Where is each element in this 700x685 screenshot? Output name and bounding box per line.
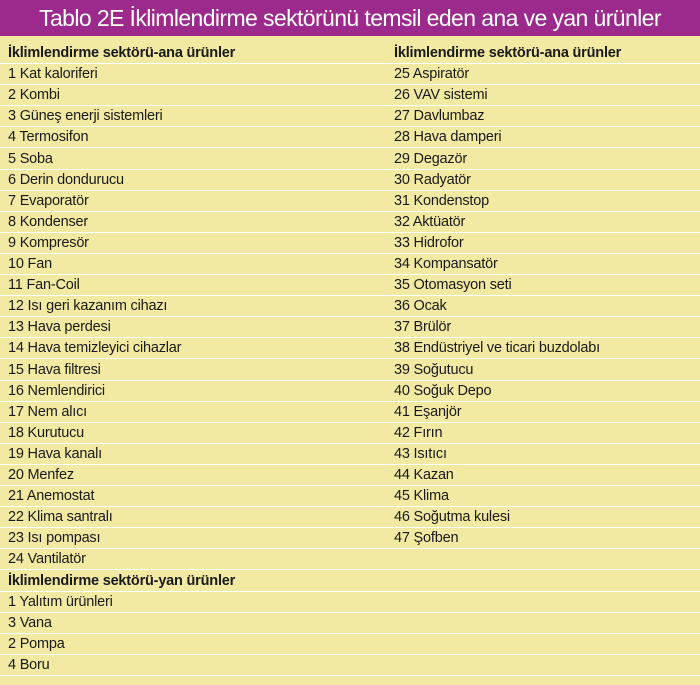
table-row — [0, 444, 700, 465]
left-list-item: 12 Isı geri kazanım cihazı — [8, 298, 168, 315]
table-row — [0, 127, 700, 148]
right-list-item: 47 Şofben — [394, 530, 459, 547]
right-list-item: 26 VAV sistemi — [394, 87, 488, 104]
right-list-item: 34 Kompansatör — [394, 256, 498, 272]
table-row — [0, 191, 700, 212]
right-list-item: 27 Davlumbaz — [394, 108, 485, 125]
left-list-item: 14 Hava temizleyici cihazlar — [8, 340, 182, 357]
secondary-header: İklimlendirme sektörü-yan ürünler — [8, 572, 236, 589]
right-list-item: 33 Hidrofor — [394, 234, 464, 251]
left-list-item: 20 Menfez — [8, 467, 74, 483]
table-row — [0, 212, 700, 233]
right-list-item: 41 Eşanjör — [394, 403, 462, 420]
right-list-item: 39 Soğutucu — [394, 361, 474, 378]
secondary-list-item: 4 Boru — [8, 656, 50, 673]
left-list-item: 10 Fan — [8, 256, 52, 272]
left-list-item: 16 Nemlendirici — [8, 382, 105, 399]
table-row — [0, 317, 700, 338]
right-list-item: 38 Endüstriyel ve ticari buzdolabı — [394, 340, 600, 357]
table-row — [0, 64, 700, 85]
right-list-item: 45 Klima — [394, 488, 449, 505]
right-list-item: 28 Hava damperi — [394, 129, 502, 146]
table-row — [0, 465, 700, 486]
table-row — [0, 423, 700, 444]
table-row — [0, 613, 700, 634]
left-list-item: 6 Derin dondurucu — [8, 171, 124, 188]
table-row — [0, 85, 700, 106]
left-list-item: 24 Vantilatör — [8, 551, 86, 568]
left-list-item: 23 Isı pompası — [8, 530, 101, 547]
table-row — [0, 296, 700, 317]
table-row — [0, 402, 700, 423]
table-row — [0, 149, 700, 170]
right-list-item: 44 Kazan — [394, 467, 454, 483]
secondary-list-item: 2 Pompa — [8, 635, 65, 652]
table-row — [0, 43, 700, 64]
left-column-header: İklimlendirme sektörü-ana ürünler — [8, 45, 236, 61]
table-row — [0, 338, 700, 359]
table-row — [0, 275, 700, 296]
product-table — [0, 36, 700, 685]
left-list-item: 22 Klima santralı — [8, 509, 113, 526]
table-row — [0, 507, 700, 528]
left-list-item: 13 Hava perdesi — [8, 319, 111, 336]
left-list-item: 4 Termosifon — [8, 129, 89, 146]
left-list-item: 7 Evaporatör — [8, 192, 89, 209]
table-title: Tablo 2E İklimlendirme sektörünü temsil eden ana ve yan ürünler — [0, 0, 700, 36]
table-row — [0, 233, 700, 254]
table-row — [0, 360, 700, 381]
table-row — [0, 592, 700, 613]
table-row — [0, 254, 700, 275]
left-list-item: 19 Hava kanalı — [8, 445, 102, 462]
table-row — [0, 655, 700, 676]
table-row — [0, 571, 700, 592]
left-list-item: 2 Kombi — [8, 87, 60, 104]
table-row — [0, 528, 700, 549]
right-list-item: 37 Brülör — [394, 319, 452, 336]
table-row — [0, 381, 700, 402]
left-list-item: 8 Kondenser — [8, 213, 89, 230]
left-list-item: 9 Kompresör — [8, 234, 89, 251]
right-list-item: 40 Soğuk Depo — [394, 382, 492, 399]
left-list-item: 18 Kurutucu — [8, 424, 84, 441]
table-row — [0, 486, 700, 507]
right-list-item: 31 Kondenstop — [394, 192, 489, 209]
right-list-item: 42 Fırın — [394, 424, 443, 441]
table-row — [0, 634, 700, 655]
left-list-item: 5 Soba — [8, 150, 53, 167]
secondary-list-item: 3 Vana — [8, 614, 52, 631]
left-list-item: 11 Fan-Coil — [8, 277, 80, 294]
left-list-item: 3 Güneş enerji sistemleri — [8, 108, 163, 125]
right-list-item: 30 Radyatör — [394, 171, 471, 188]
right-list-item: 43 Isıtıcı — [394, 445, 447, 462]
table-row — [0, 106, 700, 127]
right-list-item: 36 Ocak — [394, 298, 447, 315]
right-list-item: 35 Otomasyon seti — [394, 277, 512, 294]
left-list-item: 21 Anemostat — [8, 488, 95, 505]
table-row — [0, 549, 700, 570]
right-column-header: İklimlendirme sektörü-ana ürünler — [394, 45, 622, 61]
table-row — [0, 170, 700, 191]
right-list-item: 25 Aspiratör — [394, 66, 469, 83]
secondary-list-item: 1 Yalıtım ürünleri — [8, 593, 113, 610]
left-list-item: 15 Hava filtresi — [8, 361, 101, 378]
right-list-item: 46 Soğutma kulesi — [394, 509, 510, 526]
left-list-item: 1 Kat kaloriferi — [8, 66, 98, 83]
right-list-item: 32 Aktüatör — [394, 213, 466, 230]
left-list-item: 17 Nem alıcı — [8, 403, 87, 420]
right-list-item: 29 Degazör — [394, 150, 467, 167]
